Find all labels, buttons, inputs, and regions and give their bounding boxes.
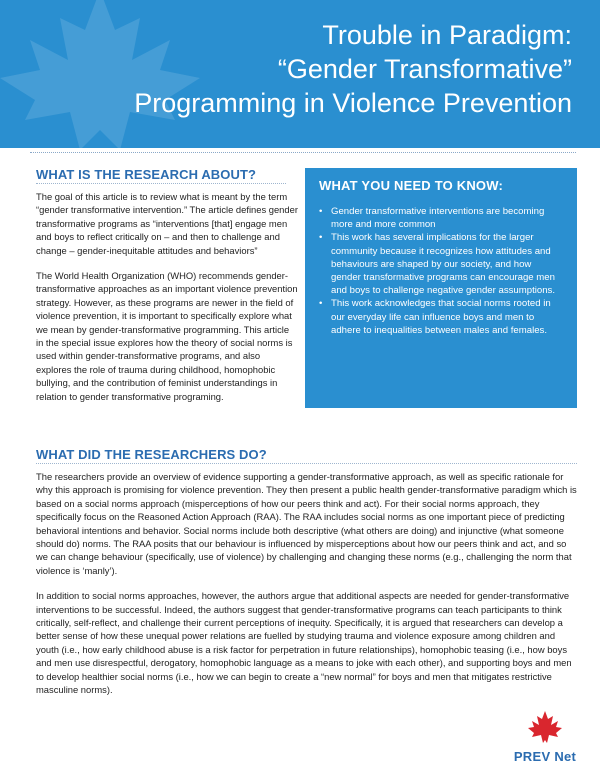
list-item: • This work acknowledges that social norms rooted in our everyday life can influence boys and men to adhere to inequalities between males and females. <box>319 297 563 337</box>
paragraph: In addition to social norms approaches, however, the authors argue that additional aspects are needed for gender-transformative interventions to be successful. Indeed, the authors suggest that gender-transformative programs can teach participants to think critically, self-reflect, and challenge their current perceptions of inequity. Specifically, it is argued that researchers can develop a better sense of how these unequal power relations are fuelled by studying trauma and violence exposure among children and youth (i.e., how early childhood abuse is a risk factor for perpetration in future relationships), homophobic teasing (i.e., how boys and men use disrespectful, derogatory, homophobic language as a means to joke with each other), and supporting boys and men to develop healthier social norms (i.e., how we can begin to create a “new normal” for boys and men that mitigates restrictive masculine norms). <box>36 590 572 696</box>
section-heading-underline <box>36 463 577 464</box>
section-heading-underline <box>36 183 286 184</box>
prevnet-logo <box>510 710 580 764</box>
maple-leaf-icon <box>527 710 563 744</box>
title-line-2: “Gender Transformative” <box>277 54 572 84</box>
need-to-know-list <box>319 205 563 337</box>
section-heading-research-about: WHAT IS THE RESEARCH ABOUT? <box>36 167 257 182</box>
title-line-3: Programming in Violence Prevention <box>134 88 572 118</box>
paragraph: The researchers provide an overview of evidence supporting a gender-transformative approach, as well as specific rationale for why this approach is promising for violence prevention. They then present a public health gender-transformative paradigm which is based on a social norms approach (misperceptions of how our peers think and act). For their social norms approach, they specifically focus on the Reasoned Action Approach (RAA). The RAA includes social norms as one important piece of predicting behavioral intentions and behavior. Social norms include both descriptive (what others are doing) and injunctive (what someone should do) norms. The RAA posits that our behaviour is influenced by misperceptions about how our peers think and act, and so we can change behaviour (specifically, use of violence) by challenging and changing these norms (e.g., challenging the norm that violence is ‘manly’). <box>36 471 577 576</box>
researchers-do-text <box>36 470 578 709</box>
list-item: • Gender transformative interventions are becoming more and more common <box>319 205 563 231</box>
title-line-1: Trouble in Paradigm: <box>322 20 572 50</box>
paragraph: The World Health Organization (WHO) recommends gender-transformative approaches as an important violence prevention strategy. However, as these programs are newer in the field of violence prevention, it is important to specifically explore what we mean by gender-transformative programming. This article in the special issue explores how the theory of social norms is used within gender-transformative programs, and also explores the role of trauma during childhood, homophobic bullying, and the contribution of feminist understandings in relation to gender transformative programing. <box>36 270 298 402</box>
section-heading-researchers-do: WHAT DID THE RESEARCHERS DO? <box>36 447 267 462</box>
list-item: • This work has several implications for the larger community because it recognizes how attitudes and behaviours are shaped by our society, and how gender transformative programs can encourage men and boys to challenge negative gender assumptions. <box>319 231 563 297</box>
header-divider <box>30 152 576 153</box>
research-about-text <box>36 190 298 415</box>
need-to-know-heading: WHAT YOU NEED TO KNOW: <box>319 178 503 193</box>
page-title <box>102 18 572 120</box>
need-to-know-box <box>305 168 577 408</box>
logo-text: PREV Net <box>513 749 577 764</box>
paragraph: The goal of this article is to review what is meant by the term “gender transformative intervention.” The article defines gender transformative programs as “interventions [that] engage men and boys to reflect critically on – and then to challenge and change – gender-inequitable attitudes and behaviors” <box>36 191 298 256</box>
header-banner <box>0 0 600 148</box>
